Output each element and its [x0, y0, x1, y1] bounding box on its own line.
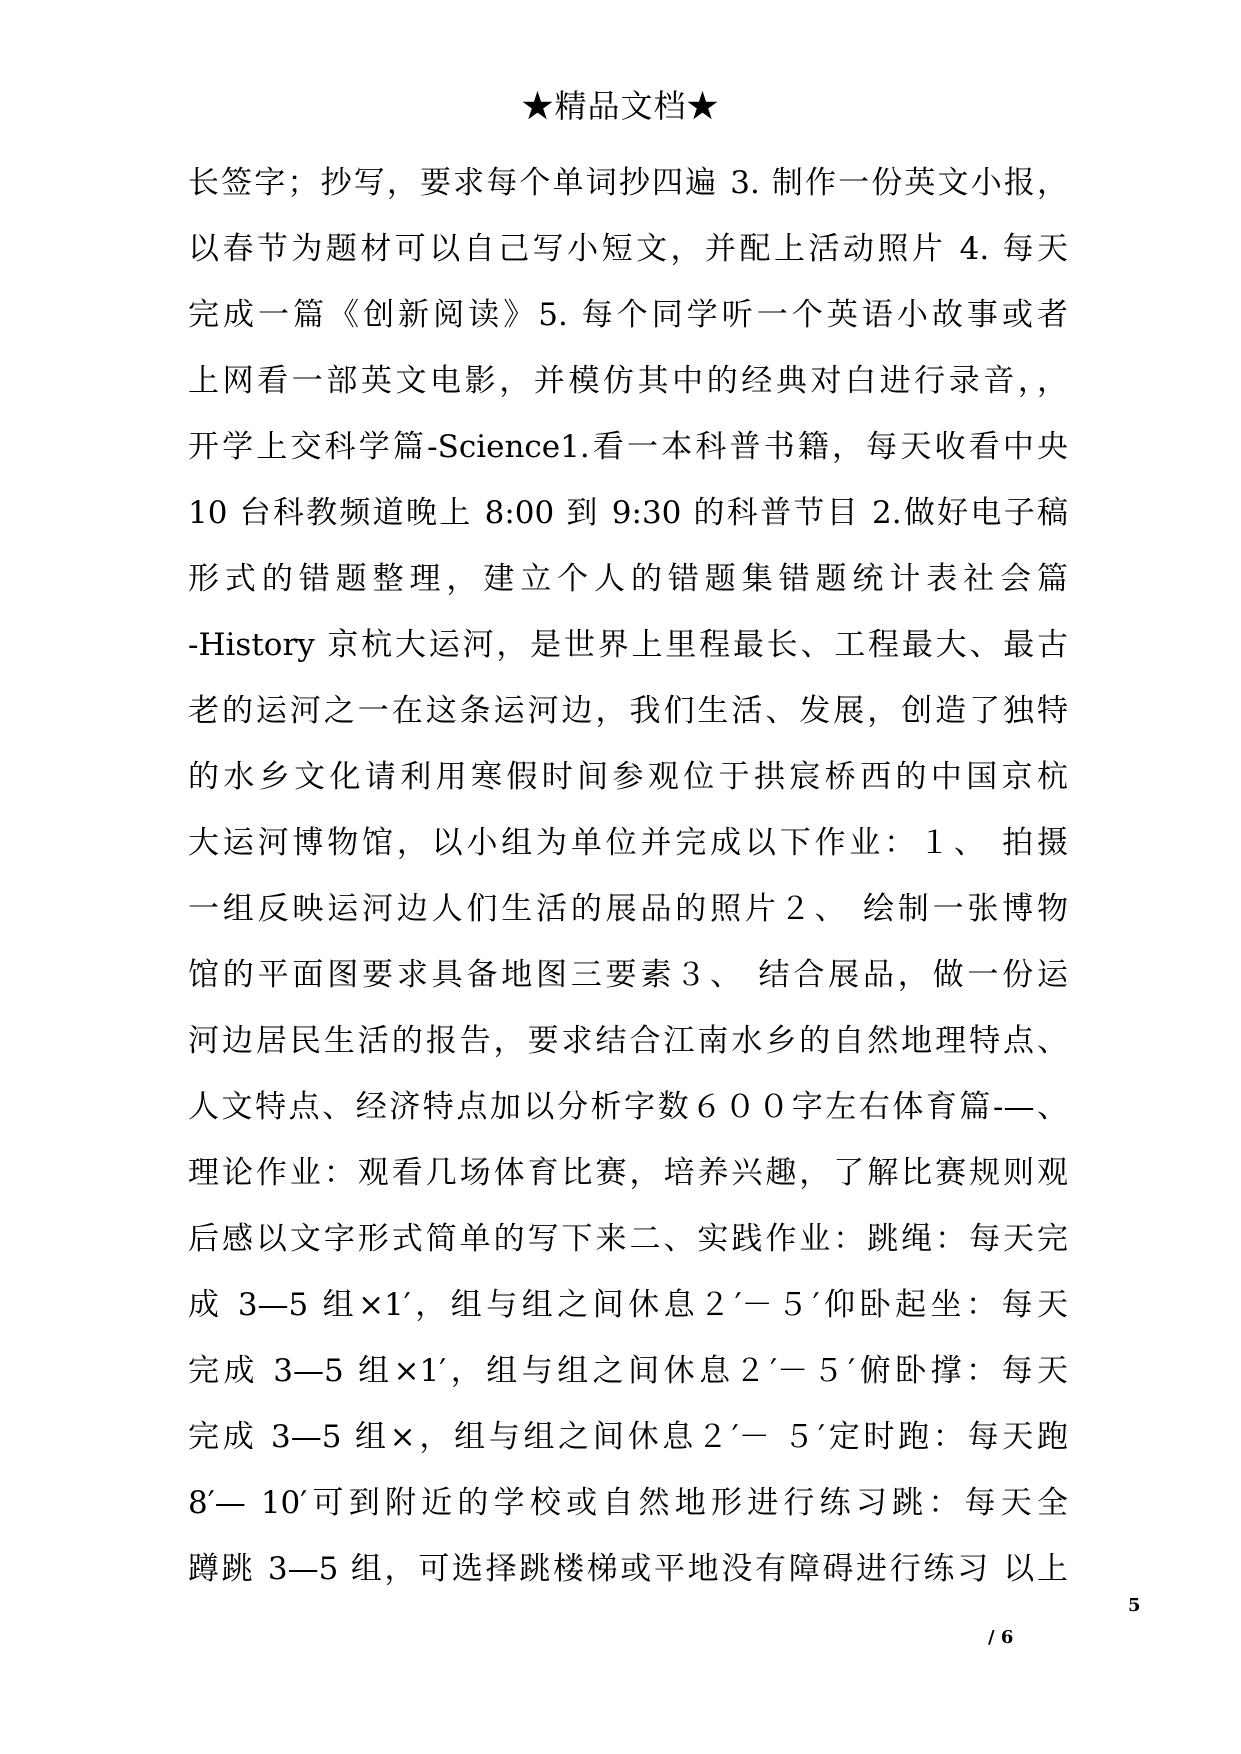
text-line: 后感以文字形式简单的写下来二、实践作业：跳绳：每天完: [188, 1221, 1068, 1257]
text-line: 上网看一部英文电影，并模仿其中的经典对白进行录音，，: [188, 363, 1068, 399]
text-line: 河边居民生活的报告，要求结合江南水乡的自然地理特点、: [188, 1023, 1068, 1059]
text-line: 成 3—5 组×1′，组与组之间休息２′－５′仰卧起坐：每天: [188, 1287, 1068, 1323]
text-line: 大运河博物馆，以小组为单位并完成以下作业：１、 拍摄: [188, 825, 1068, 861]
text-line: 馆的平面图要求具备地图三要素３、 结合展品，做一份运: [188, 957, 1068, 993]
document-body: [188, 150, 1068, 1602]
text-line: 形式的错题整理，建立个人的错题集错题统计表社会篇: [188, 561, 1068, 597]
text-line: 完成 3—5 组×1′，组与组之间休息２′－５′俯卧撑：每天: [188, 1353, 1068, 1389]
page-total: / 6: [988, 1627, 1014, 1648]
text-line: 长签字；抄写，要求每个单词抄四遍 3. 制作一份英文小报，: [188, 165, 1068, 201]
text-line: 的水乡文化请利用寒假时间参观位于拱宸桥西的中国京杭: [188, 759, 1068, 795]
text-line: 人文特点、经济特点加以分析字数６００字左右体育篇-—、: [188, 1089, 1068, 1125]
text-line: 10 台科教频道晚上 8:00 到 9:30 的科普节目 2.做好电子稿: [188, 495, 1068, 531]
text-line: 完成一篇《创新阅读》5. 每个同学听一个英语小故事或者: [188, 297, 1068, 333]
text-line: 一组反映运河边人们生活的展品的照片２、 绘制一张博物: [188, 891, 1068, 927]
text-line: 蹲跳 3—5 组，可选择跳楼梯或平地没有障碍进行练习 以上: [188, 1551, 1068, 1587]
text-line: 老的运河之一在这条运河边，我们生活、发展，创造了独特: [188, 693, 1068, 729]
text-line: -History 京杭大运河，是世界上里程最长、工程最大、最古: [188, 627, 1068, 663]
text-line: 完成 3—5 组×，组与组之间休息２′－ ５′定时跑：每天跑: [188, 1419, 1068, 1455]
text-line: 开学上交科学篇-Science1.看一本科普书籍，每天收看中央: [188, 429, 1068, 465]
text-line: 8′— 10′可到附近的学校或自然地形进行练习跳：每天全: [188, 1485, 1068, 1521]
text-line: 理论作业：观看几场体育比赛，培养兴趣，了解比赛规则观: [188, 1155, 1068, 1191]
page-header-title: ★精品文档★: [521, 87, 720, 125]
page-number: 5: [1128, 1595, 1141, 1616]
text-line: 以春节为题材可以自己写小短文，并配上活动照片 4. 每天: [188, 231, 1068, 267]
